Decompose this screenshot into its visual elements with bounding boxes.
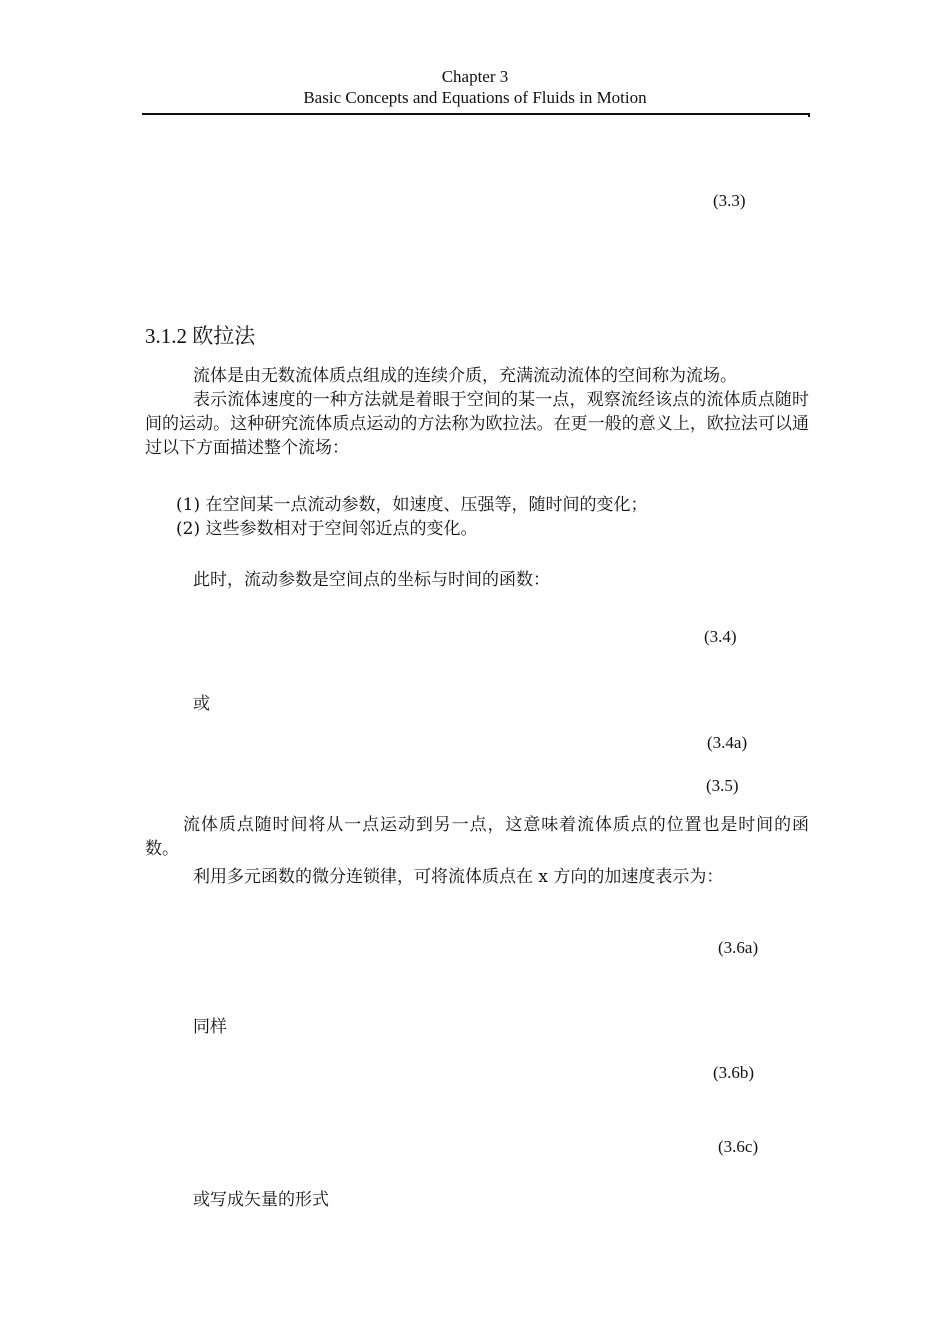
paragraph-flow-field: 流体是由无数流体质点组成的连续介质，充满流动流体的空间称为流场。 [193,366,737,386]
equation-number-3-3: (3.3) [713,191,746,210]
paragraph-flow-parameters: 此时，流动参数是空间点的坐标与时间的函数： [193,570,550,590]
section-heading: 3.1.2 欧拉法 [145,324,256,348]
list-item-2: (2) 这些参数相对于空间邻近点的变化。 [176,519,478,539]
header-rule-tick [808,113,810,117]
list-item-1: (1) 在空间某一点流动参数，如速度、压强等，随时间的变化； [176,495,648,515]
page-header [142,66,808,108]
header-rule [142,113,808,115]
text-or: 或 [193,694,210,714]
equation-number-3-6a: (3.6a) [718,938,759,957]
header-chapter: Chapter 3 [441,67,509,86]
text-same: 同样 [193,1017,227,1037]
paragraph-particle-position: 流体质点随时间将从一点运动到另一点，这意味着流体质点的位置也是时间的函数。 [145,815,809,859]
equation-number-3-6c: (3.6c) [718,1137,759,1156]
equation-number-3-4: (3.4) [704,627,737,646]
equation-number-3-5: (3.5) [706,776,739,795]
header-title: Basic Concepts and Equations of Fluids in Motion [303,88,647,107]
text-vector-form: 或写成矢量的形式 [193,1190,329,1210]
paragraph-euler-method: 表示流体速度的一种方法就是着眼于空间的某一点，观察流经该点的流体质点随时间的运动。这种研究流体质点运动的方法称为欧拉法。在更一般的意义上，欧拉法可以通过以下方面描述整个流场： [145,390,809,458]
equation-number-3-4a: (3.4a) [707,733,748,752]
equation-number-3-6b: (3.6b) [713,1063,755,1082]
paragraph-chain-rule: 利用多元函数的微分连锁律，可将流体质点在 x 方向的加速度表示为： [193,867,724,887]
